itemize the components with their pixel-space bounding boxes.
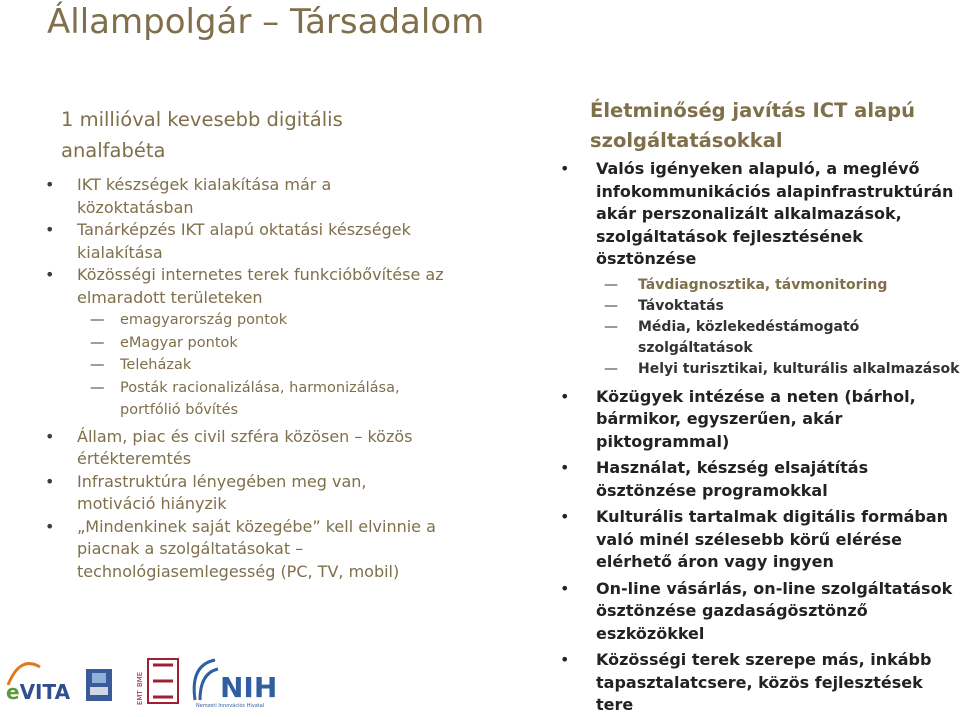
right-subitem <box>560 275 960 296</box>
left-item-text: Közösségi internetes terek funkcióbővítése az elmaradott területeken <box>77 265 444 307</box>
right-item <box>560 457 960 502</box>
right-subitem <box>560 359 960 380</box>
bullet-icon: • <box>560 159 570 178</box>
right-item-text: Közösségi terek szerepe más, inkább tapasztalatcsere, közös fejlesztések tere <box>596 650 932 714</box>
nih-logo <box>194 660 277 708</box>
bullet-icon: • <box>45 516 55 536</box>
left-item <box>45 174 445 219</box>
left-subitem-text: eMagyar pontok <box>120 334 238 351</box>
dash-icon: — <box>604 360 618 377</box>
left-subitem-text: Posták racionalizálása, harmonizálása, portfólió bővítés <box>120 379 400 418</box>
left-subitem <box>45 332 445 355</box>
svg-text:eVITA: eVITA <box>6 680 71 704</box>
left-item-text: „Mindenkinek saját közegébe” kell elvinnie a piacnak a szolgáltatásokat – technológiasemlegesség (PC, TV, mobil) <box>77 516 436 581</box>
left-subitem <box>45 309 445 332</box>
left-item <box>45 426 445 471</box>
left-item-text: Infrastruktúra lényegében meg van, motiváció hiányzik <box>77 471 367 513</box>
dash-icon: — <box>604 318 618 335</box>
left-heading: 1 millióval kevesebb digitális analfabéta <box>61 108 343 162</box>
left-item <box>45 264 445 309</box>
right-item-text: Használat, készség elsajátítás ösztönzése programokkal <box>596 458 869 500</box>
right-item-text: Közügyek intézése a neten (bárhol, bármikor, egyszerűen, akár piktogrammal) <box>596 386 916 451</box>
logo-strip <box>0 645 300 708</box>
svg-text:NIH: NIH <box>220 671 278 704</box>
crest-logo <box>86 669 112 701</box>
left-item-text: Állam, piac és civil szféra közösen – közös értékteremtés <box>77 426 413 468</box>
dash-icon: — <box>604 297 618 314</box>
right-subitem-text: Távdiagnosztika, távmonitoring <box>638 276 888 293</box>
svg-text:Nemzeti Innovációs Hivatal: Nemzeti Innovációs Hivatal <box>196 703 265 708</box>
right-item <box>560 386 960 454</box>
left-item <box>45 219 445 264</box>
dash-icon: — <box>90 312 105 328</box>
dash-icon: — <box>604 276 618 293</box>
left-item <box>45 471 445 516</box>
left-subitem <box>45 354 445 377</box>
bme-emt-logo <box>136 659 178 705</box>
bullet-icon: • <box>45 175 55 194</box>
right-heading: Életminőség javítás ICT alapú szolgáltatásokkal <box>590 99 916 152</box>
bullet-icon: • <box>45 426 55 446</box>
bullet-icon: • <box>45 220 55 239</box>
dash-icon: — <box>90 334 105 351</box>
bullet-icon: • <box>560 458 570 477</box>
svg-text:EMT: EMT <box>136 690 144 705</box>
right-subitem-text: Távoktatás <box>638 297 724 314</box>
bullet-icon: • <box>560 386 570 406</box>
right-item <box>560 649 960 717</box>
bullet-icon: • <box>560 578 570 598</box>
dash-icon: — <box>90 379 105 396</box>
right-item-text: Kulturális tartalmak digitális formában való minél szélesebb körű elérése elérhető áron vagy ingyen <box>596 507 949 571</box>
right-subitem <box>560 296 960 317</box>
left-item-text: IKT készségek kialakítása már a közoktatásban <box>77 175 332 217</box>
right-subitem-text: Helyi turisztikai, kulturális alkalmazások <box>638 360 960 377</box>
right-item-text: Valós igényeken alapuló, a meglévő infokommunikációs alapinfrastruktúrán akár perszonalizált alkalmazások, szolgáltatások fejlesztésének ösztönzése <box>596 159 954 268</box>
right-item <box>560 506 960 574</box>
left-subitem-text: Teleházak <box>120 357 192 373</box>
left-subitem-text: emagyarország pontok <box>120 312 288 328</box>
evita-logo <box>6 664 71 704</box>
logos-svg <box>0 645 300 708</box>
left-item-text: Tanárképzés IKT alapú oktatási készségek kialakítása <box>77 220 411 262</box>
bullet-icon: • <box>45 471 55 491</box>
dash-icon: — <box>90 357 105 373</box>
bullet-icon: • <box>45 265 55 284</box>
bullet-icon: • <box>560 650 570 669</box>
slide-title: Állampolgár – Társadalom <box>47 2 485 42</box>
left-item <box>45 516 445 584</box>
left-subitem <box>45 377 445 422</box>
left-column <box>45 104 445 583</box>
right-item <box>560 578 960 646</box>
svg-text:BME: BME <box>136 671 144 687</box>
bullet-icon: • <box>560 507 570 526</box>
right-subitem-text: Média, közlekedéstámogató szolgáltatások <box>638 318 860 356</box>
right-item <box>560 158 960 271</box>
right-column <box>560 96 960 717</box>
right-subitem <box>560 317 960 359</box>
right-item-text: On-line vásárlás, on-line szolgáltatások ösztönzése gazdaságösztönző eszközökkel <box>596 578 953 643</box>
